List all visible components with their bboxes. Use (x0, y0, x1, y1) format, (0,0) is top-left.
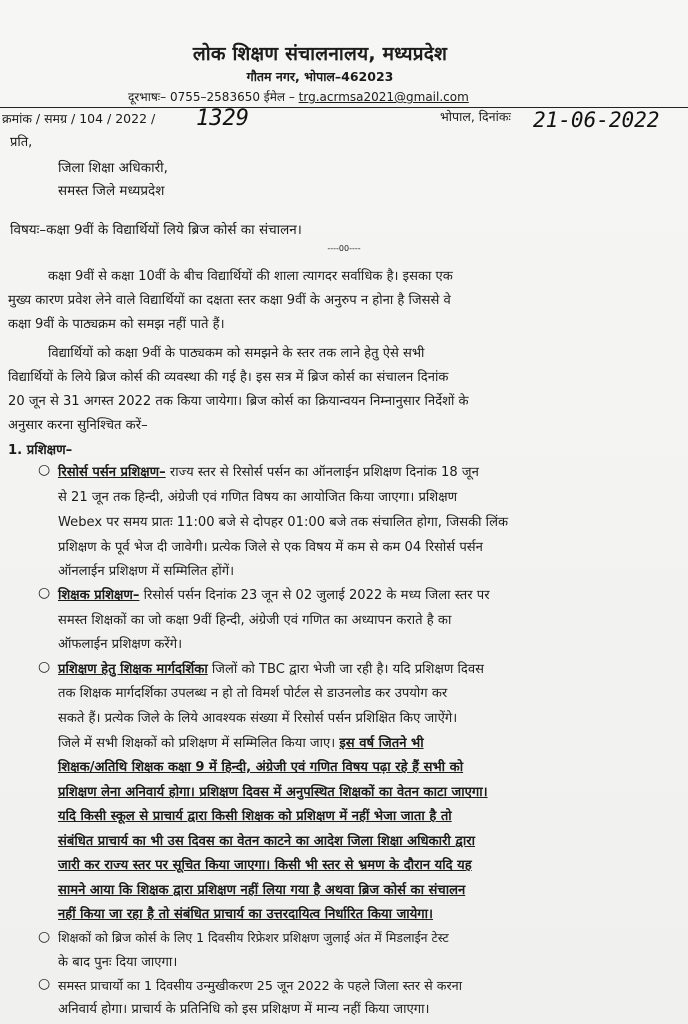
recipient-line-1: जिला शिक्षा अधिकारी, (58, 160, 168, 176)
separator: ----00---- (327, 244, 361, 253)
office-contact (128, 88, 469, 105)
bullet-1-line-3: Webex पर समय प्रातः 11:00 बजे से दोपहर 01:00 बजे तक संचालित होगा, जिसकी लिंक (58, 515, 509, 530)
para2-line-4: अनुसार करना सुनिश्चित करें– (8, 418, 148, 433)
bullet-1-line-2: से 21 जून तक हिन्दी, अंग्रेजी एवं गणित विषय का आयोजित किया जाएगा। प्रशिक्षण (58, 490, 458, 505)
bullet-3-bold-line-4: संबंधित प्राचार्य का भी उस दिवस का वेतन काटने का आदेश जिला शिक्षा अधिकारी द्वारा (58, 834, 475, 849)
para1-line-2: मुख्य कारण प्रवेश लेने वाले विद्यार्थियों का दक्षता स्तर कक्षा 9वीं के अनुरुप न होना है जिससे वे (8, 293, 451, 308)
para1-line-3: कक्षा 9वीं के पाठ्यक्रम को समझ नहीं पाते हैं। (8, 317, 225, 332)
bullet-1-text: राज्य स्तर से रिसोर्स पर्सन का ऑनलाईन प्रशिक्षण दिनांक 18 जून (169, 465, 479, 480)
recipient-to: प्रति, (10, 135, 33, 150)
recipient-line-2: समस्त जिले मध्यप्रदेश (58, 183, 165, 199)
bullet-3-bold-line-2: प्रशिक्षण लेना अनिवार्य होगा। प्रशिक्षण दिवस में अनुपस्थित शिक्षकों का वेतन काटा जाएगा। (58, 785, 488, 800)
bullet-2-line-2: समस्त शिक्षकों का जो कक्षा 9वीं हिन्दी, अंग्रेजी एवं गणित का अध्यापन कराते है का (58, 613, 452, 628)
bullet-circle-4: ○ (38, 929, 51, 945)
bullet-circle-5: ○ (38, 976, 51, 992)
bullet-3-line-2: तक शिक्षक मार्गदर्शिका उपलब्ध न हो तो विमर्श पोर्टल से डाउनलोड कर उपयोग कर (58, 686, 448, 701)
bullet-3-line-4-plain: जिले में सभी शिक्षकों को प्रशिक्षण में सम्मिलित किया जाए। (58, 736, 336, 751)
phone-line: दूरभाषः– 0755–2583650 ईमेल – (128, 90, 295, 104)
office-address: गौतम नगर, भोपाल–462023 (246, 69, 394, 84)
para2-line-1: विद्यार्थियों को कक्षा 9वीं के पाठ्यकम को समझने के स्तर तक लाने हेतु ऐसे सभी (48, 346, 425, 361)
para2-line-2: विद्यार्थियों के लिये ब्रिज कोर्स की व्यवस्था की गई है। इस सत्र में ब्रिज कोर्स का संचालन दिनांक (8, 370, 449, 385)
para2-line-3: 20 जून से 31 अगस्त 2022 तक किया जायेगा। ब्रिज कोर्स का क्रियान्वयन निम्नानुसार निर्देशों के (8, 394, 469, 409)
handwritten-reference-number: 1329 (196, 106, 249, 131)
office-title: लोक शिक्षण संचालनालय, मध्यप्रदेश (192, 43, 448, 65)
bullet-3-bold-line-6: सामने आया कि शिक्षक द्वारा प्रशिक्षण नहीं लिया गया है अथवा ब्रिज कोर्स का संचालन (58, 883, 466, 898)
reference-number-label: क्रमांक / समग्र / 104 / 2022 / (2, 111, 156, 126)
bullet-3-line-4 (58, 733, 424, 751)
handwritten-date: 21-06-2022 (533, 108, 660, 132)
bullet-2-line-1 (58, 585, 490, 603)
bullet-circle-2: ○ (38, 585, 51, 601)
bullet-3-heading: प्रशिक्षण हेतु शिक्षक मार्गदर्शिका (58, 662, 208, 677)
bullet-1-line-5: ऑनलाईन प्रशिक्षण में सम्मिलित होंगें। (58, 564, 235, 579)
para1-line-1: कक्षा 9वीं से कक्षा 10वीं के बीच विद्यार्थियों की शाला त्यागदर सर्वाधिक है। इसका एक (48, 269, 453, 284)
bullet-5-line-1: समस्त प्राचार्यो का 1 दिवसीय उन्मुखीकरण 25 जून 2022 के पहले जिला स्तर से करना (58, 978, 462, 993)
bullet-2-line-3: ऑफलाईन प्रशिक्षण करेंगे। (58, 637, 183, 652)
bullet-4-line-2: के बाद पुनः दिया जाएगा। (58, 955, 178, 970)
bullet-1-heading: रिसोर्स पर्सन प्रशिक्षण– (58, 465, 166, 480)
place-date-label: भोपाल, दिनांकः (440, 109, 511, 124)
bullet-circle-3: ○ (38, 659, 51, 675)
bullet-2-heading: शिक्षक प्रशिक्षण– (58, 588, 140, 603)
bullet-4-line-1: शिक्षकों को ब्रिज कोर्स के लिए 1 दिवसीय रिफ्रेशर प्रशिक्षण जुलाई अंत में मिडलाईन टेस्ट (58, 930, 449, 945)
bullet-3-bold-line-3: यदि किसी स्कूल से प्राचार्य द्वारा किसी शिक्षक को प्रशिक्षण में नहीं भेजा जाता है तो (58, 809, 452, 824)
bullet-3-text: जिलों को TBC द्वारा भेजी जा रही है। यदि प्रशिक्षण दिवस (211, 662, 484, 677)
bullet-3-line-4-bold: इस वर्ष जितने भी (339, 736, 424, 751)
letter-subject: विषयः–कक्षा 9वीं के विद्यार्थियों लिये ब्रिज कोर्स का संचालन। (10, 222, 302, 238)
email-address: trg.acrmsa2021@gmail.com (298, 90, 469, 104)
bullet-1-line-1 (58, 462, 479, 480)
bullet-circle-1: ○ (38, 462, 51, 478)
section-1-title: 1. प्रशिक्षण– (8, 443, 73, 458)
bullet-5-line-2: अनिवार्य होगा। प्राचार्य के प्रतिनिधि को इस प्रशिक्षण में मान्य नहीं किया जाएगा। (58, 1002, 430, 1017)
bullet-3-bold-line-7: नहीं किया जा रहा है तो संबंधित प्राचार्य का उत्तरदायित्व निर्धारित किया जायेगा। (58, 907, 434, 922)
bullet-3-bold-line-5: जारी कर राज्य स्तर पर सूचित किया जाएगा। किसी भी स्तर से भ्रमण के दौरान यदि यह (58, 858, 472, 873)
bullet-3-bold-line-1: शिक्षक/अतिथि शिक्षक कक्षा 9 में हिन्दी, अंग्रेजी एवं गणित विषय पढ़ा रहे हैं सभी को (58, 760, 464, 775)
bullet-2-text: रिसोर्स पर्सन दिनांक 23 जून से 02 जुलाई 2022 के मध्य जिला स्तर पर (143, 588, 490, 603)
bullet-3-line-3: सकते हैं। प्रत्येक जिले के लिये आवश्यक संख्या में रिसोर्स पर्सन प्रशिक्षित किए जाऐंगे। (58, 711, 458, 726)
bullet-3-line-1 (58, 659, 484, 677)
bullet-1-line-4: प्रशिक्षण के पूर्व भेज दी जावेगी। प्रत्येक जिले से एक विषय में कम से कम 04 रिसोर्स पर्सन (58, 540, 483, 555)
